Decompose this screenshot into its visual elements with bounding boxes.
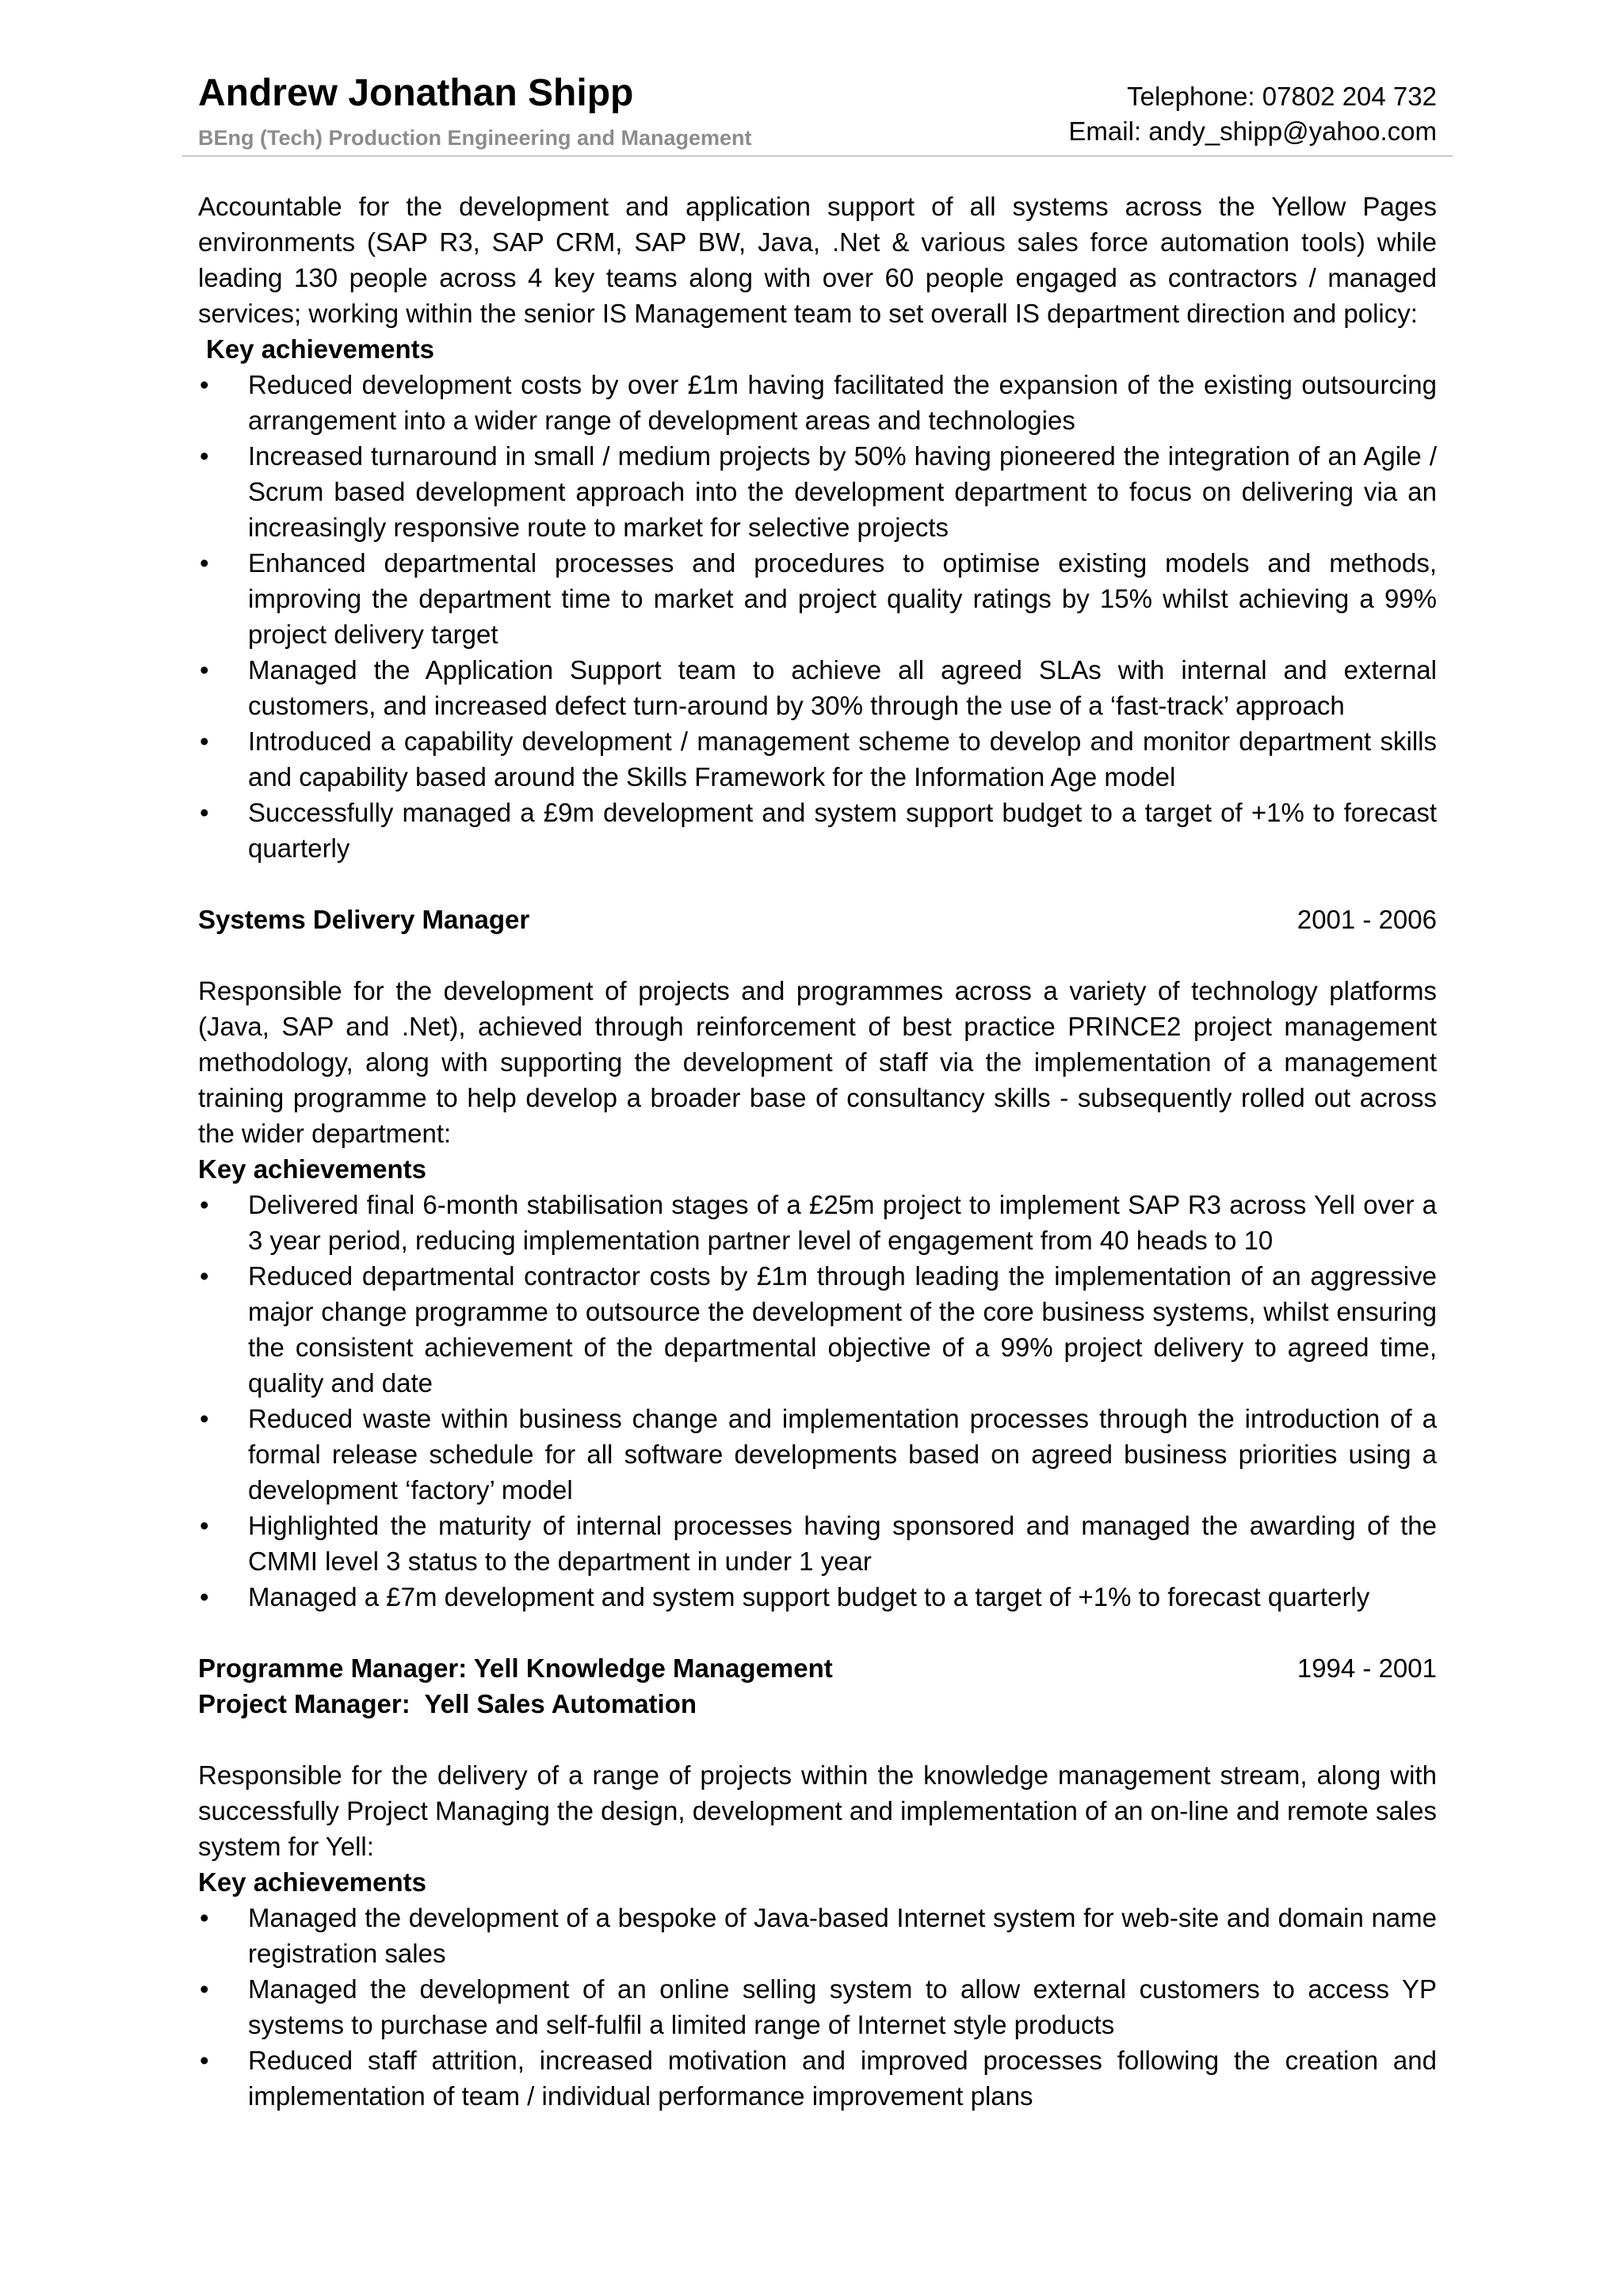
list-item: • Managed the Application Support team to achieve all agreed SLAs with internal and external customers, and increased defect turn-around by 30% through the use of a ‘fast-track’ approach [198, 652, 1437, 723]
list-item: • Managed a £7m development and system support budget to a target of +1% to forecast quarterly [198, 1579, 1437, 1615]
role-subtitle: Project Manager: Yell Sales Automation [198, 1689, 697, 1718]
role-summary: Accountable for the development and application support of all systems across the Yellow Pages environments (SAP R3, SAP CRM, SAP BW, Java, .Net & various sales force automation tools) while leading 130 people across 4 key teams along with over 60 people engaged as contractors / managed services; working within the senior IS Management team to set overall IS department direction and policy: [198, 192, 1437, 328]
list-item: • Reduced departmental contractor costs by £1m through leading the implementation of an aggressive major change programme to outsource the development of the core business systems, whilst ensuring the consistent achievement of the departmental objective of a 99% project delivery to agreed time, quality and date [198, 1258, 1437, 1401]
list-item: • Reduced development costs by over £1m having facilitated the expansion of the existing outsourcing arrangement into a wider range of development areas and technologies [198, 367, 1437, 438]
role-title: Systems Delivery Manager [198, 905, 530, 934]
list-item: • Enhanced departmental processes and procedures to optimise existing models and methods, improving the department time to market and project quality ratings by 15% whilst achieving a 99% project delivery target [198, 545, 1437, 652]
contact-details [1068, 79, 1437, 149]
list-item: • Increased turnaround in small / medium projects by 50% having pioneered the integration of an Agile / Scrum based development approach into the development department to focus on delivering via an increasingly responsive route to market for selective projects [198, 438, 1437, 545]
achievement-list [198, 1187, 1437, 1615]
role-subtitle-row [198, 1686, 1437, 1722]
candidate-name: Andrew Jonathan Shipp [198, 72, 634, 114]
key-achievements-heading: Key achievements [198, 1154, 426, 1184]
role-dates: 2001 - 2006 [1296, 905, 1437, 934]
role-summary: Responsible for the delivery of a range of projects within the knowledge management stream, along with successfully Project Managing the design, development and implementation of an on-line and remote sales system for Yell: [198, 1760, 1437, 1861]
achievement-list [198, 1900, 1437, 2114]
list-item: • Managed the development of a bespoke of Java-based Internet system for web-site and domain name registration sales [198, 1900, 1437, 1971]
list-item: • Delivered final 6-month stabilisation stages of a £25m project to implement SAP R3 across Yell over a 3 year period, reducing implementation partner level of engagement from 40 heads to 10 [198, 1187, 1437, 1258]
role-header [198, 1650, 1437, 1686]
email: Email: andy_shipp@yahoo.com [1068, 116, 1437, 146]
list-item: • Reduced staff attrition, increased motivation and improved processes following the creation and implementation of team / individual performance improvement plans [198, 2042, 1437, 2114]
key-achievements-heading: Key achievements [206, 334, 434, 364]
list-item: • Reduced waste within business change and implementation processes through the introduction of a formal release schedule for all software developments based on agreed business priorities using a development ‘factory’ model [198, 1401, 1437, 1508]
key-achievements-heading: Key achievements [198, 1867, 426, 1897]
role-summary: Responsible for the development of projects and programmes across a variety of technology platforms (Java, SAP and .Net), achieved through reinforcement of best practice PRINCE2 project management methodology, along with supporting the development of staff via the implementation of a management training programme to help develop a broader base of consultancy skills - subsequently rolled out across the wider department: [198, 976, 1437, 1148]
programme-manager-section [198, 1650, 1437, 2114]
role-dates: 1994 - 2001 [1296, 1653, 1437, 1683]
list-item: • Introduced a capability development / management scheme to develop and monitor department skills and capability based around the Skills Framework for the Information Age model [198, 723, 1437, 795]
candidate-degree: BEng (Tech) Production Engineering and Management [198, 126, 752, 150]
current-role-section [198, 189, 1437, 866]
systems-delivery-manager-section [198, 902, 1437, 1615]
cv-header [182, 70, 1453, 157]
list-item: • Highlighted the maturity of internal processes having sponsored and managed the awarding of the CMMI level 3 status to the department in under 1 year [198, 1508, 1437, 1579]
cv-page [198, 70, 1437, 2114]
list-item: • Managed the development of an online selling system to allow external customers to access YP systems to purchase and self-fulfil a limited range of Internet style products [198, 1971, 1437, 2042]
cv-content [198, 189, 1437, 2114]
achievement-list [198, 367, 1437, 866]
list-item: • Successfully managed a £9m development and system support budget to a target of +1% to forecast quarterly [198, 795, 1437, 866]
telephone: Telephone: 07802 204 732 [1127, 82, 1437, 111]
role-header [198, 902, 1437, 937]
role-title: Programme Manager: Yell Knowledge Management [198, 1653, 833, 1683]
